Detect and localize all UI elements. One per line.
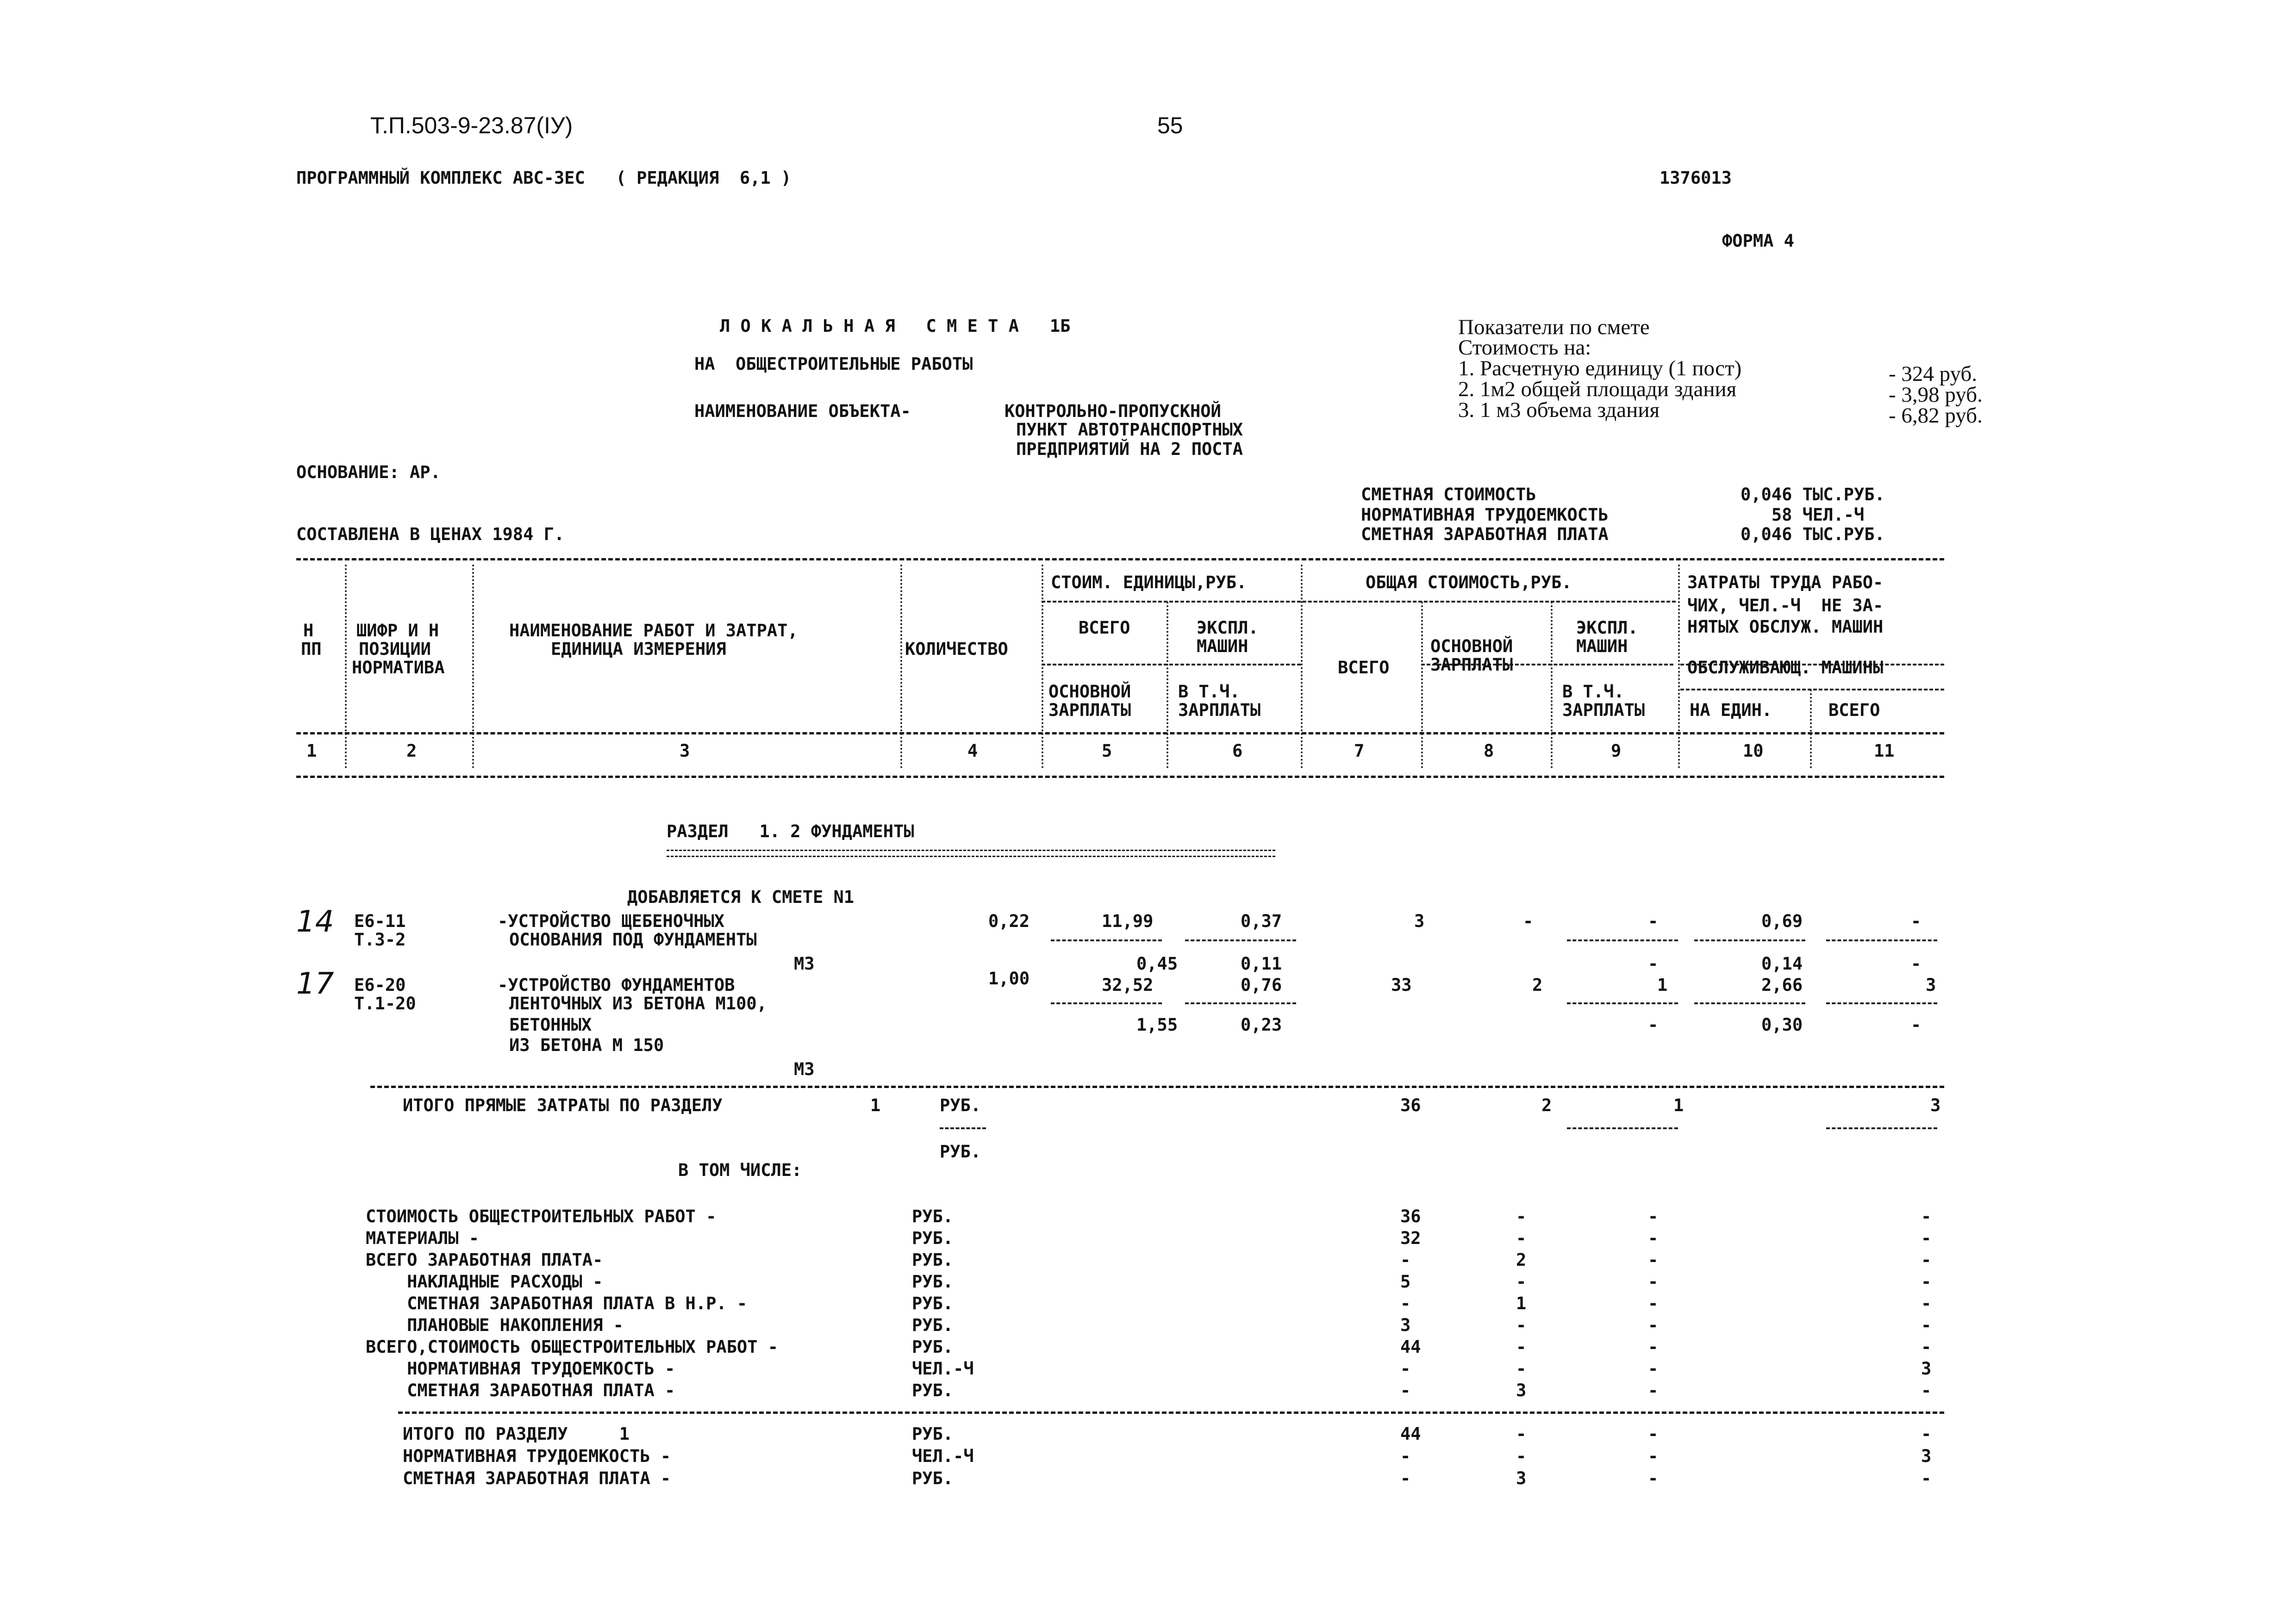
col-num-7: 7 (1354, 741, 1365, 761)
group-unit-cost-head: СТОИМ. ЕДИНИЦЫ,РУБ. (1051, 572, 1247, 592)
breakdown-row-9-unit: РУБ. (912, 1380, 954, 1400)
item1-labor-total-2: - (1911, 954, 1922, 974)
breakdown-row-8-label: НОРМАТИВНАЯ ТРУДОЕМКОСТЬ - (366, 1359, 675, 1379)
item2-wage: 1,55 (1136, 1015, 1178, 1035)
breakdown-row-4-labor: - (1921, 1272, 1932, 1292)
doc-title: Л О К А Л Ь Н А Я С М Е Т А 1Б (720, 316, 1071, 336)
summary-value-2: 58 ЧЕЛ.-Ч (1741, 505, 1865, 525)
breakdown-row-6-unit: РУБ. (912, 1315, 954, 1335)
breakdown-row-7-unit: РУБ. (912, 1337, 954, 1357)
col3-head-2: ЕДИНИЦА ИЗМЕРЕНИЯ (551, 639, 726, 659)
col2-head-1: ШИФР И Н (356, 621, 439, 640)
breakdown-row-3-unit: РУБ. (912, 1250, 954, 1270)
indicators-title: Показатели по смете (1458, 315, 1650, 339)
final-row-3-label: СМЕТНАЯ ЗАРАБОТНАЯ ПЛАТА - (403, 1468, 671, 1488)
col9b-head-1: В Т.Ч. (1562, 682, 1624, 702)
item2-name-1: -УСТРОЙСТВО ФУНДАМЕНТОВ (498, 975, 735, 995)
item2-unit-cost: 32,52 (1102, 975, 1154, 995)
item1-unit-cost: 11,99 (1102, 911, 1154, 931)
item1-base-wage: - (1523, 911, 1534, 931)
direct-total-unit: РУБ. (940, 1095, 981, 1115)
breakdown-row-8-total: - (1400, 1359, 1411, 1379)
item2-total-machine-wage: - (1648, 1015, 1659, 1035)
indicator-value-1: - 324 руб. (1889, 362, 1978, 386)
final-row-2-label: НОРМАТИВНАЯ ТРУДОЕМКОСТЬ - (403, 1446, 671, 1466)
breakdown-row-2-labor: - (1921, 1228, 1932, 1248)
basis: ОСНОВАНИЕ: АР. (296, 462, 441, 482)
col1-head-1: Н (303, 621, 314, 640)
breakdown-row-3-total: - (1400, 1250, 1411, 1270)
breakdown-row-1-label: СТОИМОСТЬ ОБЩЕСТРОИТЕЛЬНЫХ РАБОТ - (366, 1206, 717, 1226)
item2-machines: 0,76 (1241, 975, 1282, 995)
final-row-1-machines: - (1648, 1424, 1659, 1444)
final-row-3-machines: - (1648, 1468, 1659, 1488)
col5b-head-1: ОСНОВНОЙ (1048, 682, 1131, 702)
breakdown-row-2-wage: - (1516, 1228, 1527, 1248)
direct-total-unit-2: РУБ. (940, 1142, 981, 1162)
final-row-1-total: 44 (1400, 1424, 1421, 1444)
item2-total-machines: 1 (1657, 975, 1668, 995)
col3-head-1: НАИМЕНОВАНИЕ РАБОТ И ЗАТРАТ, (509, 621, 798, 640)
item1-unit: М3 (794, 954, 815, 974)
indicators-cost-on: Стоимость на: (1458, 336, 1591, 360)
col2-head-2: ПОЗИЦИИ (359, 639, 431, 659)
direct-total-machines: 1 (1673, 1095, 1684, 1115)
item1-total-machine-wage: - (1648, 954, 1659, 974)
page-number: 55 (1157, 112, 1183, 138)
breakdown-row-1-wage: - (1516, 1206, 1527, 1226)
breakdown-row-7-total: 44 (1400, 1337, 1421, 1357)
item2-total: 33 (1391, 975, 1412, 995)
breakdown-row-5-unit: РУБ. (912, 1293, 954, 1313)
direct-total-sum: 36 (1400, 1095, 1421, 1115)
col-num-8: 8 (1484, 741, 1494, 761)
col-num-9: 9 (1611, 741, 1622, 761)
breakdown-row-7-machines: - (1648, 1337, 1659, 1357)
item1-total-machines: - (1648, 911, 1659, 931)
breakdown-row-1-machines: - (1648, 1206, 1659, 1226)
final-row-1-wage: - (1516, 1424, 1527, 1444)
breakdown-row-1-labor: - (1921, 1206, 1932, 1226)
col6b-head-1: В Т.Ч. (1178, 682, 1240, 702)
breakdown-row-3-machines: - (1648, 1250, 1659, 1270)
item1-total: 3 (1414, 911, 1425, 931)
breakdown-row-9-wage: 3 (1516, 1380, 1527, 1400)
final-row-2-total: - (1400, 1446, 1411, 1466)
breakdown-row-3-wage: 2 (1516, 1250, 1527, 1270)
direct-total-label: ИТОГО ПРЯМЫЕ ЗАТРАТЫ ПО РАЗДЕЛУ (403, 1095, 723, 1115)
col-num-4: 4 (967, 741, 978, 761)
section-title: РАЗДЕЛ 1. 2 ФУНДАМЕНТЫ (667, 821, 914, 841)
col-num-1: 1 (306, 741, 317, 761)
item1-machine-wage: 0,11 (1241, 954, 1282, 974)
col6-head-1: ЭКСПЛ. (1197, 618, 1259, 638)
summary-label-2: НОРМАТИВНАЯ ТРУДОЕМКОСТЬ (1361, 505, 1609, 525)
col-num-5: 5 (1102, 741, 1112, 761)
form-number: ФОРМА 4 (1722, 231, 1794, 251)
col5-head: ВСЕГО (1079, 618, 1130, 638)
indicator-value-2: - 3,98 руб. (1889, 383, 1983, 407)
item1-machines: 0,37 (1241, 911, 1282, 931)
handwritten-number-2: 17 (296, 967, 334, 1001)
final-row-1-label: ИТОГО ПО РАЗДЕЛУ 1 (403, 1424, 630, 1444)
item2-qty: 1,00 (988, 969, 1030, 989)
direct-total-labor: 3 (1930, 1095, 1941, 1115)
object-name-2: ПУНКТ АВТОТРАНСПОРТНЫХ (1016, 420, 1243, 440)
breakdown-row-4-wage: - (1516, 1272, 1527, 1292)
item2-name-4: ИЗ БЕТОНА М 150 (509, 1035, 664, 1055)
final-row-3-unit: РУБ. (912, 1468, 954, 1488)
final-row-3-wage: 3 (1516, 1468, 1527, 1488)
breakdown-row-8-machines: - (1648, 1359, 1659, 1379)
direct-total-wage: 2 (1541, 1095, 1552, 1115)
item2-machine-wage: 0,23 (1241, 1015, 1282, 1035)
breakdown-row-4-total: 5 (1400, 1272, 1411, 1292)
item2-unit: М3 (794, 1059, 815, 1079)
col1-head-2: ПП (301, 639, 322, 659)
item2-code-1: Е6-20 (354, 975, 406, 995)
col-num-3: 3 (680, 741, 690, 761)
final-row-2-wage: - (1516, 1446, 1527, 1466)
breakdown-row-2-label: МАТЕРИАЛЫ - (366, 1228, 480, 1248)
breakdown-row-8-wage: - (1516, 1359, 1527, 1379)
breakdown-row-5-labor: - (1921, 1293, 1932, 1313)
handwritten-number-1: 14 (296, 905, 334, 939)
direct-total-section-number: 1 (870, 1095, 881, 1115)
breakdown-row-2-unit: РУБ. (912, 1228, 954, 1248)
col-num-11: 11 (1874, 741, 1895, 761)
breakdown-row-9-labor: - (1921, 1380, 1932, 1400)
col5b-head-2: ЗАРПЛАТЫ (1048, 700, 1131, 720)
item2-base-wage: 2 (1532, 975, 1543, 995)
summary-label-3: СМЕТНАЯ ЗАРАБОТНАЯ ПЛАТА (1361, 524, 1609, 544)
final-row-2-machines: - (1648, 1446, 1659, 1466)
breakdown-row-6-wage: - (1516, 1315, 1527, 1335)
breakdown-row-4-label: НАКЛАДНЫЕ РАСХОДЫ - (366, 1272, 603, 1292)
group-labor-head-2: ЧИХ, ЧЕЛ.-Ч НЕ ЗА- (1687, 596, 1884, 616)
col4-head: КОЛИЧЕСТВО (905, 639, 1008, 659)
col-num-2: 2 (406, 741, 417, 761)
col9-head-1: ЭКСПЛ. (1576, 618, 1638, 638)
col9-head-2: МАШИН (1576, 636, 1628, 656)
item2-labor-unit: 2,66 (1761, 975, 1803, 995)
breakdown-row-5-total: - (1400, 1293, 1411, 1313)
breakdown-row-7-label: ВСЕГО,СТОИМОСТЬ ОБЩЕСТРОИТЕЛЬНЫХ РАБОТ - (366, 1337, 779, 1357)
breakdown-row-8-labor: 3 (1921, 1359, 1932, 1379)
item1-name-1: -УСТРОЙСТВО ЩЕБЕНОЧНЫХ (498, 911, 725, 931)
document-id: 1376013 (1660, 168, 1732, 188)
item1-wage: 0,45 (1136, 954, 1178, 974)
item1-qty: 0,22 (988, 911, 1030, 931)
document-code: Т.П.503-9-23.87(IУ) (370, 112, 573, 138)
indicator-label-2: 2. 1м2 общей площади здания (1458, 377, 1737, 401)
item2-name-2: ЛЕНТОЧНЫХ ИЗ БЕТОНА М100, (509, 994, 767, 1014)
item2-labor-total-2: - (1911, 1015, 1922, 1035)
final-row-2-unit: ЧЕЛ.-Ч (912, 1446, 974, 1466)
item1-labor-unit: 0,69 (1761, 911, 1803, 931)
doc-subtitle: НА ОБЩЕСТРОИТЕЛЬНЫЕ РАБОТЫ (694, 354, 973, 374)
breakdown-row-2-machines: - (1648, 1228, 1659, 1248)
object-name-3: ПРЕДПРИЯТИЙ НА 2 ПОСТА (1016, 439, 1243, 459)
item1-code-2: Т.3-2 (354, 930, 406, 950)
breakdown-row-3-label: ВСЕГО ЗАРАБОТНАЯ ПЛАТА- (366, 1250, 603, 1270)
breakdown-row-1-unit: РУБ. (912, 1206, 954, 1226)
col7-head: ВСЕГО (1338, 658, 1390, 678)
col6b-head-2: ЗАРПЛАТЫ (1178, 700, 1261, 720)
final-row-3-labor: - (1921, 1468, 1932, 1488)
object-label: НАИМЕНОВАНИЕ ОБЪЕКТА- (694, 401, 911, 421)
section-added-note: ДОБАВЛЯЕТСЯ К СМЕТЕ N1 (627, 887, 855, 907)
col2-head-3: НОРМАТИВА (352, 658, 445, 678)
indicator-label-1: 1. Расчетную единицу (1 пост) (1458, 356, 1742, 380)
final-row-2-labor: 3 (1921, 1446, 1932, 1466)
breakdown-row-5-machines: - (1648, 1293, 1659, 1313)
col11-head: ВСЕГО (1828, 700, 1880, 720)
summary-value-3: 0,046 ТЫС.РУБ. (1741, 524, 1885, 544)
breakdown-row-4-unit: РУБ. (912, 1272, 954, 1292)
breakdown-row-5-label: СМЕТНАЯ ЗАРАБОТНАЯ ПЛАТА В Н.Р. - (366, 1293, 748, 1313)
summary-label-1: СМЕТНАЯ СТОИМОСТЬ (1361, 485, 1536, 504)
program-line: ПРОГРАММНЫЙ КОМПЛЕКС АВС-ЗЕС ( РЕДАКЦИЯ 6,1 ) (296, 168, 792, 188)
price-level: СОСТАВЛЕНА В ЦЕНАХ 1984 Г. (296, 524, 565, 544)
col8-head-1: ОСНОВНОЙ (1430, 636, 1513, 656)
breakdown-row-3-labor: - (1921, 1250, 1932, 1270)
group-labor-head-3: НЯТЫХ ОБСЛУЖ. МАШИН (1687, 617, 1884, 637)
final-row-1-labor: - (1921, 1424, 1932, 1444)
item1-labor-total: - (1911, 911, 1922, 931)
breakdown-row-9-machines: - (1648, 1380, 1659, 1400)
breakdown-row-8-unit: ЧЕЛ.-Ч (912, 1359, 974, 1379)
breakdown-row-6-total: 3 (1400, 1315, 1411, 1335)
breakdown-row-1-total: 36 (1400, 1206, 1421, 1226)
item2-labor-total: 3 (1926, 975, 1936, 995)
breakdown-row-4-machines: - (1648, 1272, 1659, 1292)
col-num-10: 10 (1743, 741, 1764, 761)
final-row-1-unit: РУБ. (912, 1424, 954, 1444)
item1-labor-unit-2: 0,14 (1761, 954, 1803, 974)
col9b-head-2: ЗАРПЛАТЫ (1562, 700, 1645, 720)
col10-head: НА ЕДИН. (1690, 700, 1772, 720)
group-labor-head-4: ОБСЛУЖИВАЮЩ. МАШИНЫ (1687, 658, 1884, 678)
col-num-6: 6 (1232, 741, 1243, 761)
item1-code-1: Е6-11 (354, 911, 406, 931)
group-total-cost-head: ОБЩАЯ СТОИМОСТЬ,РУБ. (1366, 572, 1572, 592)
breakdown-row-7-wage: - (1516, 1337, 1527, 1357)
col6-head-2: МАШИН (1197, 636, 1248, 656)
breakdown-row-7-labor: - (1921, 1337, 1932, 1357)
indicator-label-3: 3. 1 м3 объема здания (1458, 398, 1660, 422)
breakdown-row-6-label: ПЛАНОВЫЕ НАКОПЛЕНИЯ - (366, 1315, 624, 1335)
indicator-value-3: - 6,82 руб. (1889, 404, 1983, 428)
group-labor-head-1: ЗАТРАТЫ ТРУДА РАБО- (1687, 572, 1884, 592)
breakdown-row-6-machines: - (1648, 1315, 1659, 1335)
final-row-3-total: - (1400, 1468, 1411, 1488)
breakdown-row-9-total: - (1400, 1380, 1411, 1400)
col8-head-2: ЗАРПЛАТЫ (1430, 655, 1513, 675)
item1-name-2: ОСНОВАНИЯ ПОД ФУНДАМЕНТЫ (509, 930, 757, 950)
including-label: В ТОМ ЧИСЛЕ: (678, 1160, 802, 1180)
item2-code-2: Т.1-20 (354, 994, 416, 1014)
breakdown-row-6-labor: - (1921, 1315, 1932, 1335)
item2-name-3: БЕТОННЫХ (509, 1015, 592, 1035)
breakdown-row-9-label: СМЕТНАЯ ЗАРАБОТНАЯ ПЛАТА - (366, 1380, 675, 1400)
breakdown-row-5-wage: 1 (1516, 1293, 1527, 1313)
object-name-1: КОНТРОЛЬНО-ПРОПУСКНОЙ (1004, 401, 1221, 421)
summary-value-1: 0,046 ТЫС.РУБ. (1741, 485, 1885, 504)
item2-labor-unit-2: 0,30 (1761, 1015, 1803, 1035)
breakdown-row-2-total: 32 (1400, 1228, 1421, 1248)
